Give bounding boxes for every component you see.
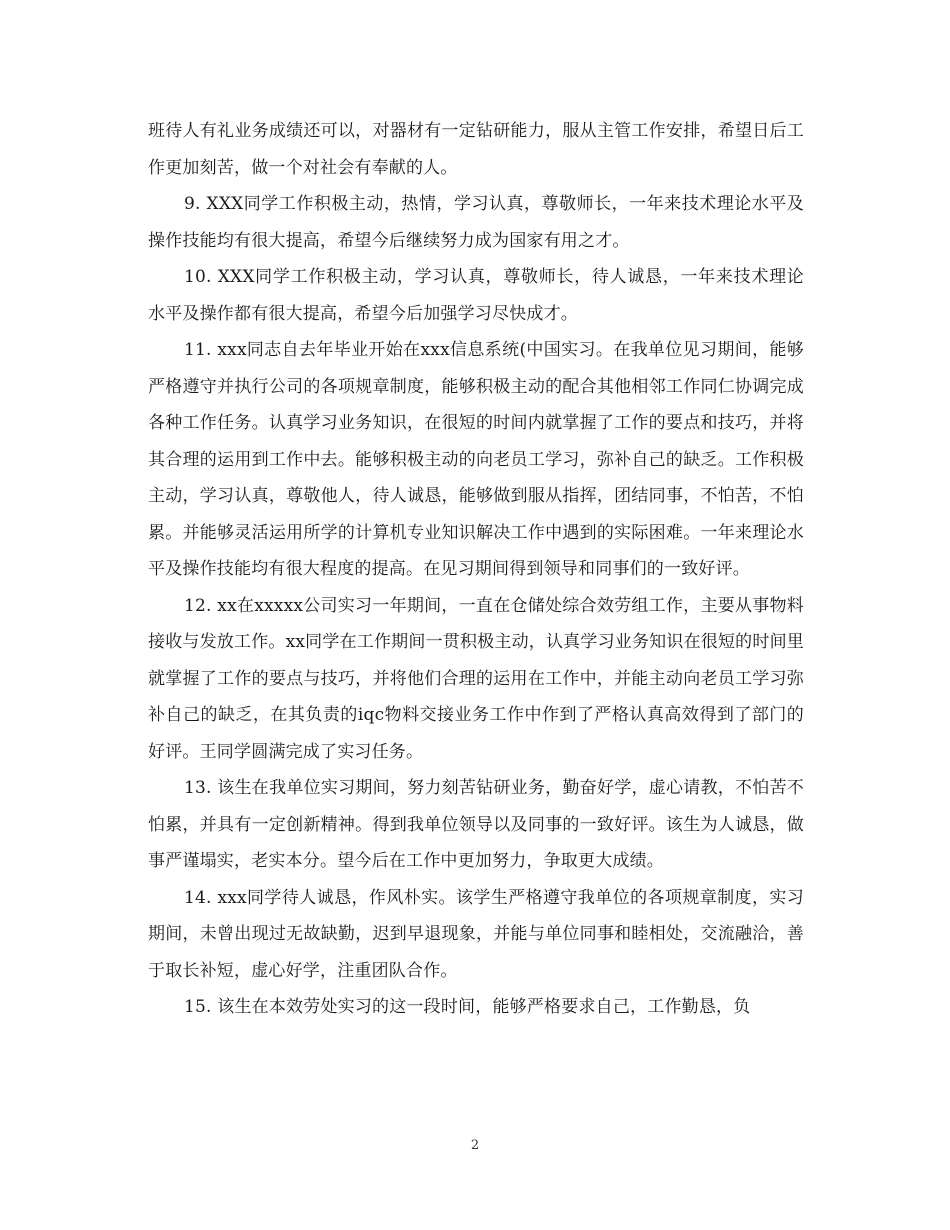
page-number: 2 <box>470 1138 480 1153</box>
paragraph-item-9: 9. XXX同学工作积极主动，热情，学习认真，尊敬师长，一年来技术理论水平及操作技能均有很大提高，希望今后继续努力成为国家有用之才。 <box>148 194 804 251</box>
paragraph-continuation: 班待人有礼业务成绩还可以，对器材有一定钻研能力，服从主管工作安排，希望日后工作更加刻苦，做一个对社会有奉献的人。 <box>148 121 804 178</box>
paragraph-item-10: 10. XXX同学工作积极主动，学习认真，尊敬师长，待人诚恳，一年来技术理论水平及操作都有很大提高，希望今后加强学习尽快成才。 <box>148 267 804 324</box>
paragraph-item-14: 14. xxx同学待人诚恳，作风朴实。该学生严格遵守我单位的各项规章制度，实习期间，未曾出现过无故缺勤，迟到早退现象，并能与单位同事和睦相处，交流融洽，善于取长补短，虚心好学，注重团队合作。 <box>148 887 804 981</box>
paragraph-item-15: 15. 该生在本效劳处实习的这一段时间，能够严格要求自己，工作勤恳，负 <box>184 997 751 1017</box>
paragraph-item-11: 11. xxx同志自去年毕业开始在xxx信息系统(中国实习。在我单位见习期间，能够严格遵守并执行公司的各项规章制度，能够积极主动的配合其他相邻工作同仁协调完成各种工作任务。认真学习业务知识，在很短的时间内就掌握了工作的要点和技巧，并将其合理的运用到工作中去。能够积极主动的向老员工学习，弥补自己的缺乏。工作积极主动，学习认真，尊敬他人，待人诚恳，能够做到服从指挥，团结同事，不怕苦，不怕累。并能够灵活运用所学的计算机专业知识解决工作中遇到的实际困难。一年来理论水平及操作技能均有很大程度的提高。在见习期间得到领导和同事们的一致好评。 <box>148 340 804 579</box>
document-body <box>148 113 804 1026</box>
paragraph-item-12: 12. xx在xxxxx公司实习一年期间，一直在仓储处综合效劳组工作，主要从事物料接收与发放工作。xx同学在工作期间一贯积极主动，认真学习业务知识在很短的时间里就掌握了工作的要点与技巧，并将他们合理的运用在工作中，并能主动向老员工学习弥补自己的缺乏，在其负责的iqc物料交接业务工作中作到了严格认真高效得到了部门的好评。王同学圆满完成了实习任务。 <box>148 595 804 762</box>
paragraph-item-13: 13. 该生在我单位实习期间，努力刻苦钻研业务，勤奋好学，虚心请教，不怕苦不怕累，并具有一定创新精神。得到我单位领导以及同事的一致好评。该生为人诚恳，做事严谨塌实，老实本分。望今后在工作中更加努力，争取更大成绩。 <box>148 778 804 871</box>
